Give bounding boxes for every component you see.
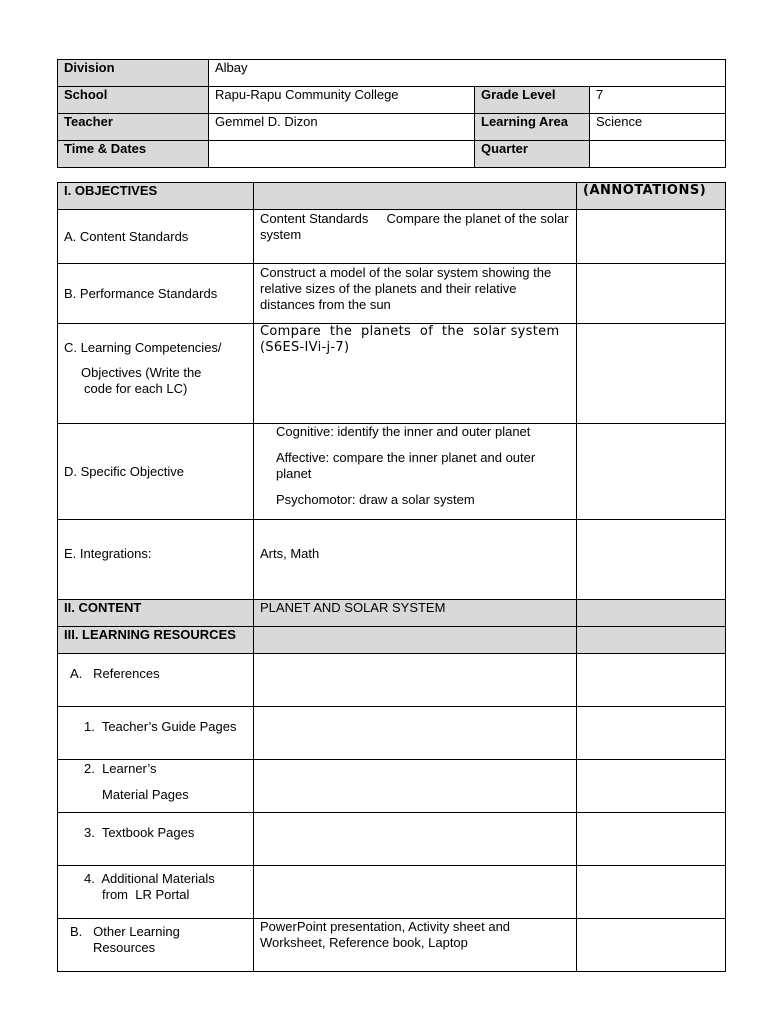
- references-value: [254, 654, 577, 707]
- resources-row: [58, 627, 726, 654]
- time-dates-label: Time & Dates: [58, 141, 209, 168]
- learners-material-value: [254, 760, 577, 813]
- content-standards-value: Content Standards Compare the planet of the solar system: [254, 210, 577, 264]
- integrations-label: E. Integrations:: [58, 520, 254, 600]
- integrations-value: Arts, Math: [254, 520, 577, 600]
- division-value: Albay: [209, 60, 726, 87]
- annotations-heading: (ANNOTATIONS): [577, 183, 726, 210]
- resources-annotation: [577, 627, 726, 654]
- affective-objective: Affective: compare the inner planet and outer planet: [276, 450, 536, 481]
- teachers-guide-value: [254, 707, 577, 760]
- textbook-annotation: [577, 813, 726, 866]
- performance-standards-value: Construct a model of the solar system showing the relative sizes of the planets and their relative distances from the sun: [254, 264, 577, 324]
- content-standards-label: A. Content Standards: [58, 210, 254, 264]
- additional-materials-label-line-2: from LR Portal: [102, 887, 190, 902]
- content-heading: II. CONTENT: [58, 600, 254, 627]
- grade-level-label: Grade Level: [475, 87, 590, 114]
- lesson-plan-table: [57, 182, 726, 972]
- competencies-annotation: [577, 324, 726, 424]
- textbook-label: 3. Textbook Pages: [58, 813, 254, 866]
- references-annotation: [577, 654, 726, 707]
- school-label: School: [58, 87, 209, 114]
- content-row: [58, 600, 726, 627]
- performance-standards-annotation: [577, 264, 726, 324]
- school-value: Rapu-Rapu Community College: [209, 87, 475, 114]
- additional-materials-label: [58, 866, 254, 919]
- learning-area-label: Learning Area: [475, 114, 590, 141]
- learners-material-row: [58, 760, 726, 813]
- additional-materials-row: [58, 866, 726, 919]
- references-label: A. References: [58, 654, 254, 707]
- teacher-label: Teacher: [58, 114, 209, 141]
- performance-standards-label: B. Performance Standards: [58, 264, 254, 324]
- competencies-value: Compare the planets of the solar system (S6ES-IVi-j-7): [254, 324, 577, 424]
- additional-materials-label-line-1: 4. Additional Materials: [84, 871, 215, 886]
- teacher-value: Gemmel D. Dizon: [209, 114, 475, 141]
- learning-area-value: Science: [590, 114, 726, 141]
- specific-objective-row: [58, 424, 726, 520]
- competencies-label: [58, 324, 254, 424]
- other-resources-label: [58, 919, 254, 972]
- competencies-label-line-3: code for each LC): [84, 381, 188, 396]
- objectives-heading: I. OBJECTIVES: [58, 183, 254, 210]
- content-value: PLANET AND SOLAR SYSTEM: [254, 600, 577, 627]
- psychomotor-objective: Psychomotor: draw a solar system: [276, 492, 475, 507]
- competencies-row: [58, 324, 726, 424]
- grade-level-value: 7: [590, 87, 726, 114]
- content-annotation: [577, 600, 726, 627]
- specific-objective-value: [254, 424, 577, 520]
- time-dates-value: [209, 141, 475, 168]
- resources-blank: [254, 627, 577, 654]
- references-row: [58, 654, 726, 707]
- textbook-row: [58, 813, 726, 866]
- learners-material-annotation: [577, 760, 726, 813]
- other-resources-label-line-1: B. Other Learning: [70, 924, 180, 939]
- performance-standards-row: [58, 264, 726, 324]
- other-resources-row: [58, 919, 726, 972]
- specific-objective-annotation: [577, 424, 726, 520]
- competencies-label-line-2: Objectives (Write the: [81, 365, 202, 380]
- teachers-guide-row: [58, 707, 726, 760]
- learners-material-label-line-1: 2. Learner’s: [84, 761, 157, 776]
- objectives-row: [58, 183, 726, 210]
- resources-heading: III. LEARNING RESOURCES: [58, 627, 254, 654]
- teachers-guide-annotation: [577, 707, 726, 760]
- other-resources-annotation: [577, 919, 726, 972]
- objectives-blank: [254, 183, 577, 210]
- textbook-value: [254, 813, 577, 866]
- division-label: Division: [58, 60, 209, 87]
- quarter-label: Quarter: [475, 141, 590, 168]
- integrations-row: [58, 520, 726, 600]
- header-table: [57, 59, 726, 168]
- learners-material-label-line-2: Material Pages: [102, 787, 189, 802]
- competencies-label-line-1: C. Learning Competencies/: [64, 340, 222, 355]
- integrations-annotation: [577, 520, 726, 600]
- content-standards-row: [58, 210, 726, 264]
- other-resources-value: PowerPoint presentation, Activity sheet and Worksheet, Reference book, Laptop: [254, 919, 577, 972]
- quarter-value: [590, 141, 726, 168]
- additional-materials-value: [254, 866, 577, 919]
- additional-materials-annotation: [577, 866, 726, 919]
- cognitive-objective: Cognitive: identify the inner and outer planet: [276, 424, 531, 439]
- specific-objective-label: D. Specific Objective: [58, 424, 254, 520]
- other-resources-label-line-2: Resources: [93, 940, 156, 955]
- content-standards-annotation: [577, 210, 726, 264]
- learners-material-label: [58, 760, 254, 813]
- teachers-guide-label: 1. Teacher’s Guide Pages: [58, 707, 254, 760]
